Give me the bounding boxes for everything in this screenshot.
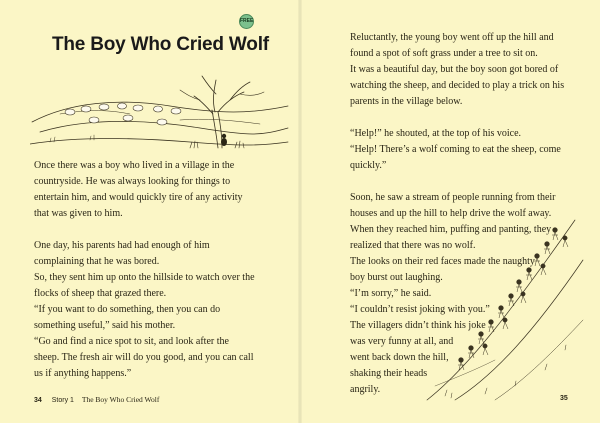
text-line: quickly.”	[350, 160, 387, 171]
text-line: The villagers didn’t think his joke	[350, 320, 486, 331]
left-page-body	[34, 158, 284, 382]
text-line: boy burst out laughing.	[350, 272, 443, 283]
text-line: entertain him, and would quickly tire of any activity	[34, 192, 243, 203]
text-line: Once there was a boy who lived in a village in the	[34, 160, 235, 171]
text-line: When they reached him, puffing and panting, they	[350, 224, 552, 235]
text-line: Soon, he saw a stream of people running from their	[350, 192, 556, 203]
text-line: parents in the village below.	[350, 96, 463, 107]
text-line: shaking their heads	[350, 368, 428, 379]
text-line: went back down the hill,	[350, 352, 449, 363]
villagers-on-hill-illustration	[425, 210, 585, 402]
text-line: angrily.	[350, 384, 381, 395]
story-title: The Boy Who Cried Wolf	[52, 34, 269, 55]
text-line: The looks on their red faces made the naughty	[350, 256, 535, 267]
paragraph-gap	[350, 174, 588, 190]
text-line: One day, his parents had had enough of him	[34, 240, 210, 251]
text-line: found a spot of soft grass under a tree to sit on.	[350, 48, 538, 59]
text-line: “I’m sorry,” he said.	[350, 288, 432, 299]
text-line: “Go and find a nice spot to sit, and look after the	[34, 336, 229, 347]
running-title: The Boy Who Cried Wolf	[81, 395, 160, 404]
text-line: “Help! There’s a wolf coming to eat the sheep, come	[350, 144, 561, 155]
right-page-footer	[560, 395, 568, 402]
text-line: that was given to him.	[34, 208, 123, 219]
text-line: was very funny at all, and	[350, 336, 454, 347]
page-number: 35	[560, 395, 568, 402]
text-line: “If you want to do something, then you can do	[34, 304, 221, 315]
text-line: It was a beautiful day, but the boy soon got bored of	[350, 64, 559, 75]
paragraph-gap	[350, 110, 588, 126]
text-line: watching the sheep, and decided to play a trick on his	[350, 80, 565, 91]
page-number: 34	[34, 397, 42, 404]
text-line: countryside. He was always looking for things to	[34, 176, 231, 187]
text-line: So, they sent him up onto the hillside to watch over the	[34, 272, 255, 283]
text-line: “Help!” he shouted, at the top of his voice.	[350, 128, 522, 139]
text-line: complaining that he was bored.	[34, 256, 160, 267]
text-line: us if anything happens.”	[34, 368, 132, 379]
story-label: Story 1	[51, 397, 74, 404]
text-line: “I couldn’t resist joking with you.”	[350, 304, 490, 315]
text-line: something useful,” said his mother.	[34, 320, 176, 331]
text-line: sheep. The fresh air will do you good, and you can call	[34, 352, 254, 363]
left-page-footer	[34, 395, 159, 404]
paragraph-gap	[34, 222, 284, 238]
story-badge-icon: FREE	[239, 14, 254, 29]
text-line: houses and up the hill to help drive the wolf away.	[350, 208, 552, 219]
hillside-sheep-illustration	[30, 62, 290, 150]
text-line: Reluctantly, the young boy went off up the hill and	[350, 32, 554, 43]
text-line: realized that there was no wolf.	[350, 240, 476, 251]
text-line: flocks of sheep that grazed there.	[34, 288, 167, 299]
